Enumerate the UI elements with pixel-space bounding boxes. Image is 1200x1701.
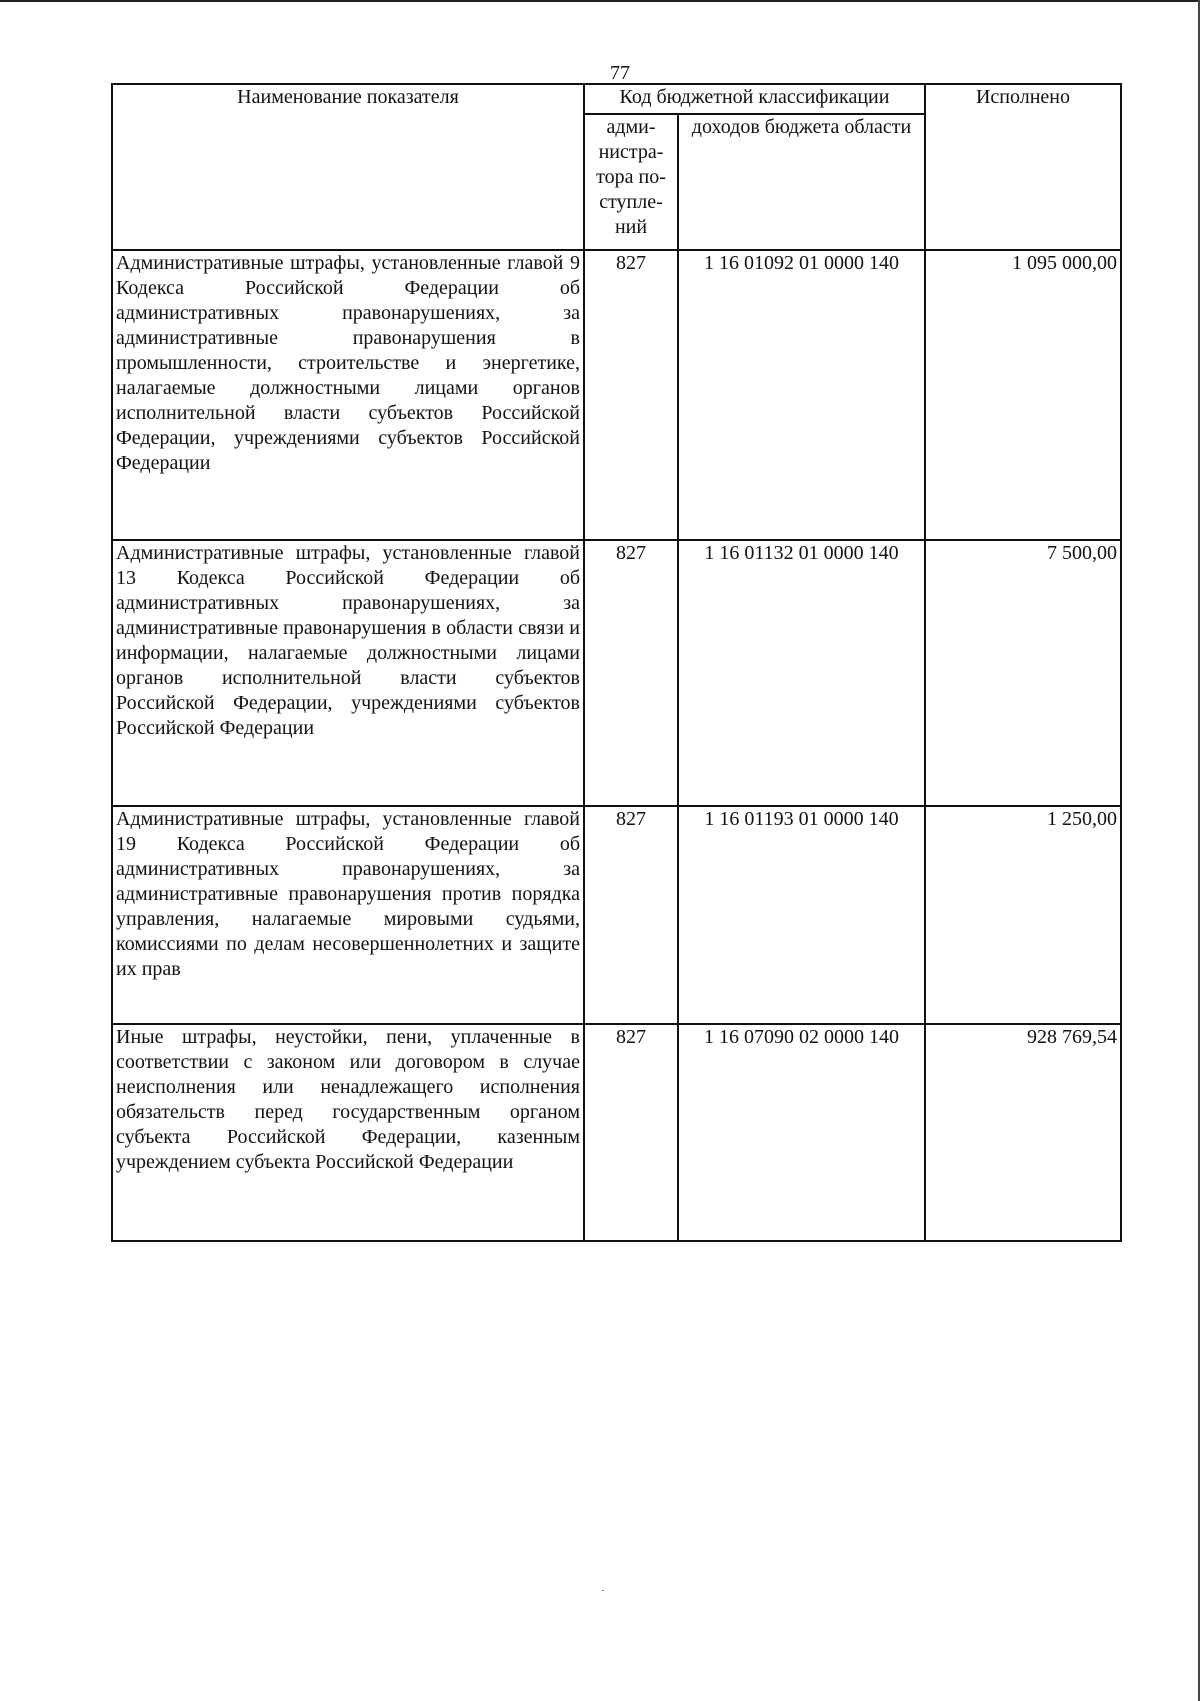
row-indicator-name: Административные штрафы, установленные главой 19 Кодекса Российской Федерации об административных правонарушениях, за административные правонарушения против порядка управления, налагаемые мировыми судьями, комиссиями по делам несовершеннолетних и защите их прав [112, 806, 584, 1024]
header-income-code: доходов бюджета области [678, 114, 925, 250]
table-row [112, 806, 1121, 1024]
table-row [112, 250, 1121, 540]
header-admin-code: адми- нистра- тора по- ступле- ний [584, 114, 678, 250]
budget-report-table [111, 83, 1122, 1242]
row-admin-code: 827 [584, 1024, 678, 1241]
row-admin-code: 827 [584, 540, 678, 806]
row-indicator-name: Административные штрафы, установленные главой 13 Кодекса Российской Федерации об административных правонарушениях, за административные правонарушения в области связи и информации, налагаемые должностными лицами органов исполнительной власти субъектов Российской Федерации, учреждениями субъектов Российской Федерации [112, 540, 584, 806]
row-executed-amount: 1 250,00 [925, 806, 1121, 1024]
row-admin-code: 827 [584, 250, 678, 540]
page-number: 77 [610, 62, 630, 84]
row-executed-amount: 7 500,00 [925, 540, 1121, 806]
row-budget-code: 1 16 01193 01 0000 140 [678, 806, 925, 1024]
row-budget-code: 1 16 01092 01 0000 140 [678, 250, 925, 540]
row-admin-code: 827 [584, 806, 678, 1024]
scan-edge-top [0, 0, 1200, 2]
table-row [112, 540, 1121, 806]
table-row [112, 1024, 1121, 1241]
row-indicator-name: Административные штрафы, установленные главой 9 Кодекса Российской Федерации об административных правонарушениях, за административные правонарушения в промышленности, строительстве и энергетике, налагаемые должностными лицами органов исполнительной власти субъектов Российской Федерации, учреждениями субъектов Российской Федерации [112, 250, 584, 540]
scan-speck [602, 1590, 604, 1591]
header-indicator-name: Наименование показателя [112, 84, 584, 250]
row-budget-code: 1 16 07090 02 0000 140 [678, 1024, 925, 1241]
header-executed: Исполнено [925, 84, 1121, 250]
row-budget-code: 1 16 01132 01 0000 140 [678, 540, 925, 806]
header-row-top [112, 84, 1121, 114]
row-executed-amount: 928 769,54 [925, 1024, 1121, 1241]
header-budget-code: Код бюджетной классификации [584, 84, 925, 114]
row-indicator-name: Иные штрафы, неустойки, пени, уплаченные в соответствии с законом или договором в случае неисполнения или ненадлежащего исполнения обязательств перед государственным органом субъекта Российской Федерации, казенным учреждением субъекта Российской Федерации [112, 1024, 584, 1241]
row-executed-amount: 1 095 000,00 [925, 250, 1121, 540]
